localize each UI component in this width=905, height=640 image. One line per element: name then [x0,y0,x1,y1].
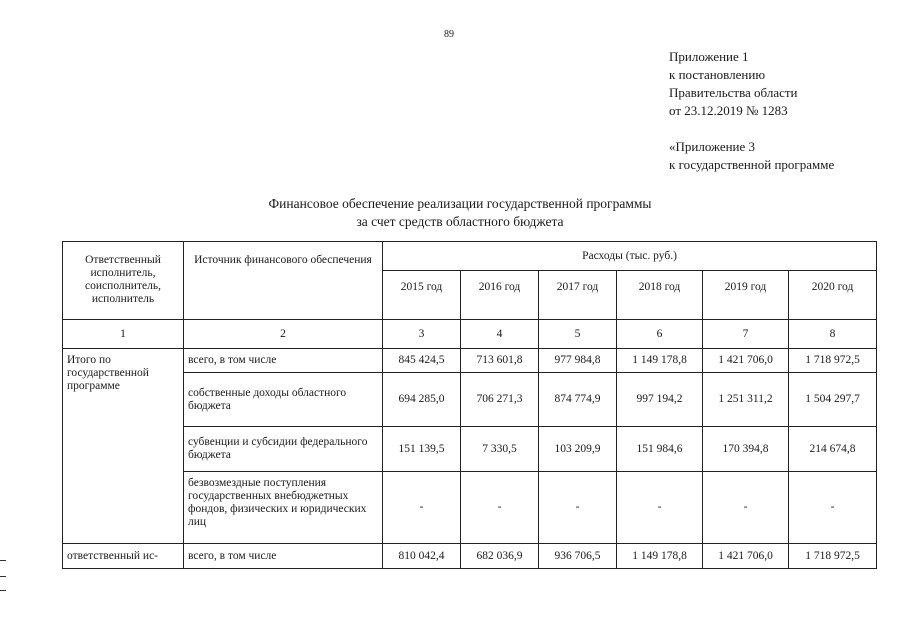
column-number: 6 [617,320,703,349]
responsible-label: ответственный ис- [63,544,184,569]
value-cell: 810 042,4 [383,544,461,569]
header-expenses: Расходы (тыс. руб.) [383,242,877,271]
column-number: 5 [539,320,617,349]
source-cell: собственные доходы областного бюджета [184,373,383,427]
source-cell: всего, в том числе [184,544,383,569]
column-number: 8 [789,320,877,349]
value-cell: 706 271,3 [461,373,539,427]
header-responsible: Ответственный исполнитель, соисполнитель, исполнитель [63,242,184,320]
value-cell: 1 718 972,5 [789,544,877,569]
table-row [63,544,877,569]
title-line: Финансовое обеспечение реализации государственной программы [268,196,652,211]
value-cell: 7 330,5 [461,427,539,472]
title-line: за счет средств областного бюджета [356,214,564,229]
table-row [63,427,877,472]
margin-mark [0,576,6,577]
appendix-line: от 23.12.2019 № 1283 [669,103,788,118]
header-year: 2016 год [461,271,539,320]
header-year: 2018 год [617,271,703,320]
header-year: 2017 год [539,271,617,320]
margin-mark [0,560,6,561]
value-cell: 1 251 311,2 [703,373,789,427]
value-cell: 874 774,9 [539,373,617,427]
value-cell: 214 674,8 [789,427,877,472]
table-row [63,349,877,373]
margin-mark [0,590,6,591]
value-cell: 694 285,0 [383,373,461,427]
value-cell: 1 149 178,8 [617,349,703,373]
group-label: Итого по государственной программе [63,349,184,544]
column-number: 7 [703,320,789,349]
appendix-line: к постановлению [669,67,766,82]
value-cell: 1 504 297,7 [789,373,877,427]
value-cell: 1 421 706,0 [703,349,789,373]
numbering-row [63,320,877,349]
table-row [63,472,877,544]
value-cell: 151 139,5 [383,427,461,472]
value-cell: 845 424,5 [383,349,461,373]
value-cell: 103 209,9 [539,427,617,472]
value-cell: - [617,472,703,544]
source-cell: безвозмездные поступления государственных внебюджетных фондов, физических и юридических лиц [184,472,383,544]
value-cell: 682 036,9 [461,544,539,569]
header-year: 2020 год [789,271,877,320]
value-cell: 151 984,6 [617,427,703,472]
appendix-line: Приложение 1 [669,49,749,64]
source-cell: субвенции и субсидии федерального бюджета [184,427,383,472]
value-cell: - [539,472,617,544]
value-cell: 1 421 706,0 [703,544,789,569]
document-title [180,195,740,231]
page-number: 89 [444,29,454,40]
column-number: 1 [63,320,184,349]
financing-table [62,241,877,569]
value-cell: 936 706,5 [539,544,617,569]
value-cell: - [703,472,789,544]
value-cell: 1 718 972,5 [789,349,877,373]
header-year: 2019 год [703,271,789,320]
value-cell: - [789,472,877,544]
appendix-line: к государственной программе [669,157,835,172]
source-cell: всего, в том числе [184,349,383,373]
value-cell: - [461,472,539,544]
value-cell: - [383,472,461,544]
table-row [63,373,877,427]
header-source: Источник финансового обеспечения [184,242,383,320]
value-cell: 713 601,8 [461,349,539,373]
value-cell: 997 194,2 [617,373,703,427]
header-year: 2015 год [383,271,461,320]
column-number: 3 [383,320,461,349]
value-cell: 170 394,8 [703,427,789,472]
value-cell: 977 984,8 [539,349,617,373]
appendix-line: «Приложение 3 [669,139,756,154]
column-number: 2 [184,320,383,349]
appendix-header [669,48,834,174]
appendix-line: Правительства области [669,85,798,100]
value-cell: 1 149 178,8 [617,544,703,569]
column-number: 4 [461,320,539,349]
